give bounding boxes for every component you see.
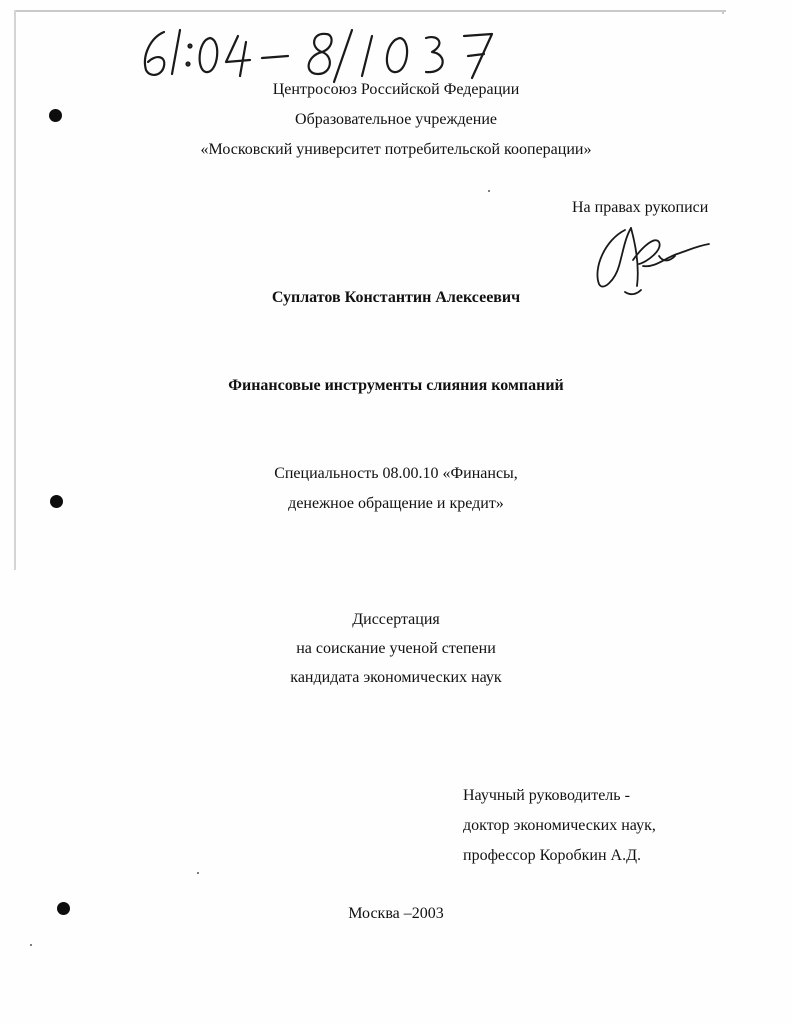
place-and-year: Москва –2003	[348, 905, 444, 922]
scan-edge-right	[722, 10, 724, 14]
signature-handwriting-icon	[585, 210, 715, 300]
author-name: Суплатов Константин Алексеевич	[271, 289, 521, 306]
supervisor-line-2: доктор экономических наук,	[463, 817, 656, 834]
work-type-line-1: Диссертация	[352, 611, 440, 628]
scan-speck	[488, 190, 490, 192]
specialty-line-1: Специальность 08.00.10 «Финансы,	[274, 465, 518, 482]
work-type-line-2: на соискание ученой степени	[296, 640, 496, 657]
institution-type-line: Образовательное учреждение	[295, 111, 497, 128]
work-type-line-3: кандидата экономических наук	[290, 669, 502, 686]
scan-edge-top	[14, 10, 726, 12]
specialty-line-2: денежное обращение и кредит»	[288, 495, 504, 512]
organization-line: Центросоюз Российской Федерации	[272, 81, 520, 98]
university-name-line: «Московский университет потребительской кооперации»	[200, 141, 592, 158]
scan-speck	[30, 944, 32, 946]
scan-speck	[197, 872, 199, 874]
supervisor-line-1: Научный руководитель -	[463, 787, 630, 804]
manuscript-rights-note: На правах рукописи	[572, 199, 709, 216]
dissertation-title: Финансовые инструменты слияния компаний	[228, 377, 564, 394]
supervisor-line-3: профессор Коробкин А.Д.	[463, 847, 642, 864]
archive-code-handwriting-icon	[120, 18, 540, 88]
